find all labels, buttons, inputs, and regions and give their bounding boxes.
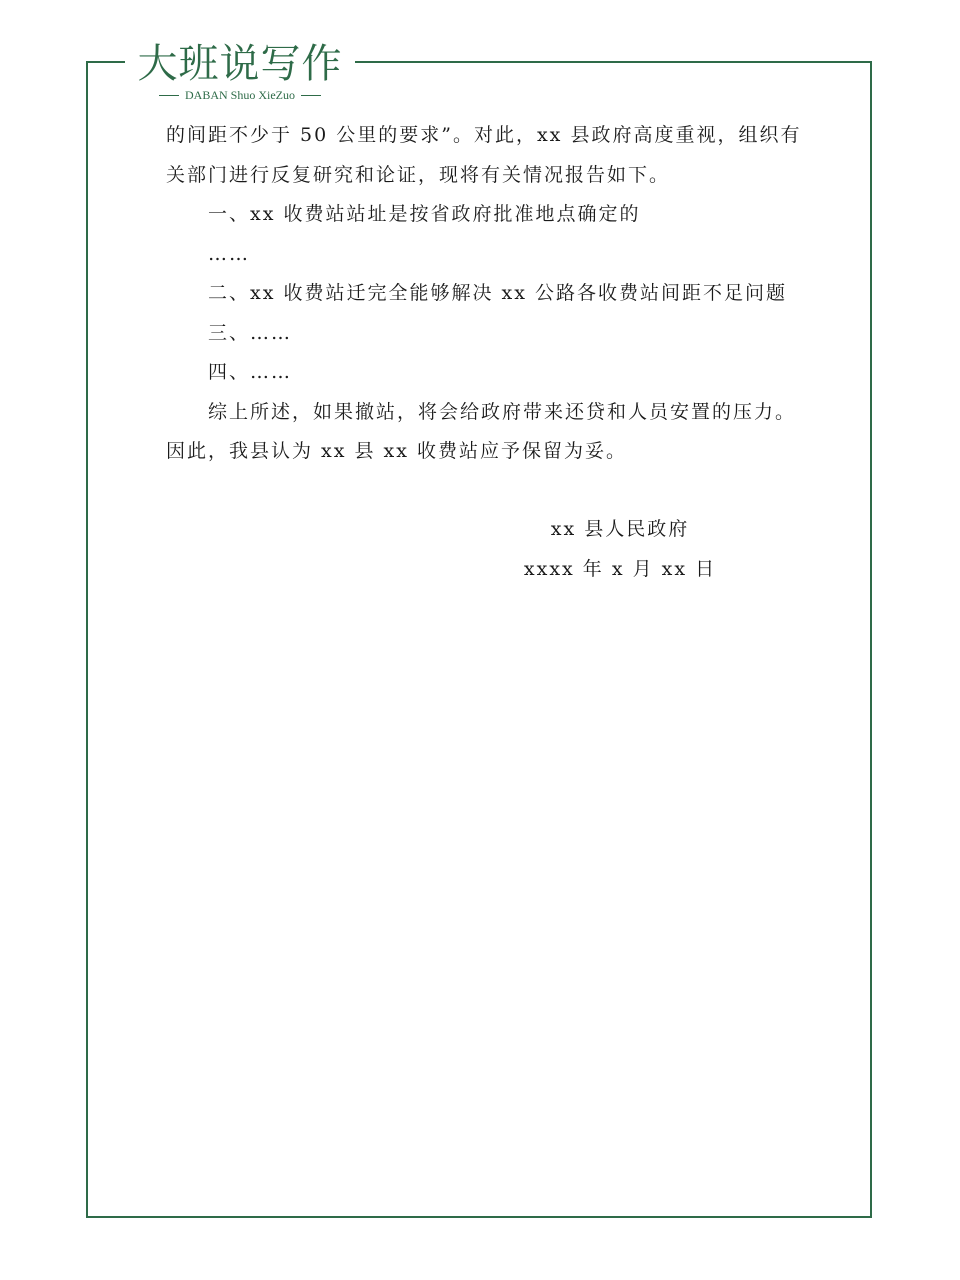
- signature-block: [520, 510, 720, 589]
- conclusion-line: 因此，我县认为 xx 县 xx 收费站应予保留为妥。: [166, 440, 628, 462]
- subtitle-left-rule: [159, 95, 179, 96]
- ellipsis-line: ……: [208, 242, 250, 265]
- section-heading-1: 一、xx 收费站站址是按省政府批准地点确定的: [208, 203, 641, 225]
- subtitle-right-rule: [301, 95, 321, 96]
- document-body: [166, 116, 806, 472]
- brand-subtitle: DABAN Shuo XieZuo: [185, 88, 295, 102]
- section-heading-2: 二、xx 收费站迁完全能够解决 xx 公路各收费站间距不足问题: [208, 282, 787, 304]
- brand-logo: [125, 38, 355, 102]
- conclusion-line: 综上所述，如果撤站，将会给政府带来还贷和人员安置的压力。: [208, 400, 797, 423]
- signature-organization: xx 县人民政府: [550, 518, 690, 540]
- brand-title: 大班说写作: [137, 41, 343, 87]
- section-heading-3: 三、……: [208, 321, 293, 344]
- brand-subtitle-row: [131, 88, 349, 102]
- section-heading-4: 四、……: [208, 361, 293, 383]
- signature-date: xxxx 年 x 月 xx 日: [523, 557, 717, 580]
- paragraph-line: 关部门进行反复研究和论证，现将有关情况报告如下。: [166, 163, 671, 186]
- paragraph-line: 的间距不少于 50 公里的要求”。对此，xx 县政府高度重视，组织有: [166, 124, 802, 146]
